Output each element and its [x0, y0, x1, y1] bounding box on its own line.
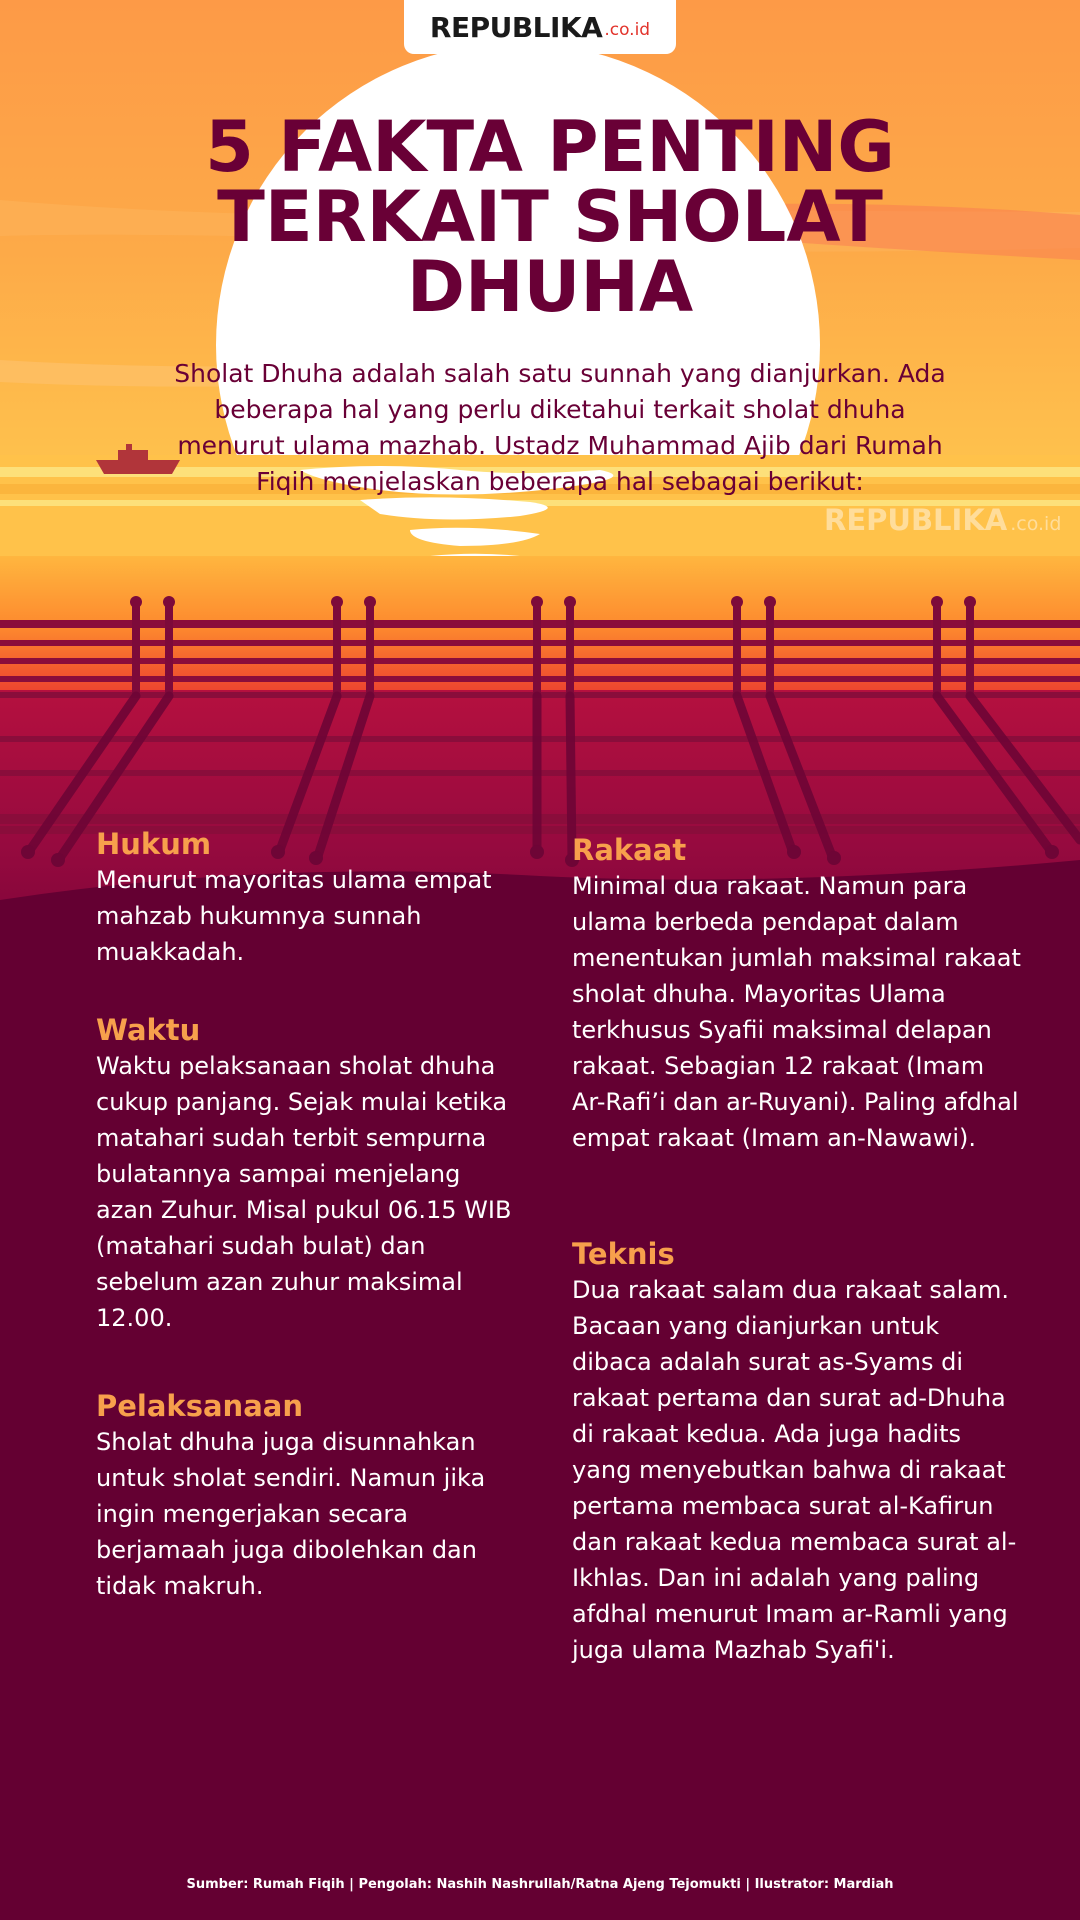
section-body-teknis: Dua rakaat salam dua rakaat salam. Bacaan yang dianjurkan untuk dibaca adalah surat as-Syams di rakaat pertama dan surat ad-Dhuha di rakaat kedua. Ada juga hadits yang menyebutkan bahwa di rakaat pertama membaca surat al-Kafirun dan rakaat kedua membaca surat al-Ikhlas. Dan ini adalah yang paling afdhal menurut Imam ar-Ramli yang juga ulama Mazhab Syafi'i.	[572, 1276, 1017, 1664]
section-waktu	[96, 1012, 516, 1336]
section-teknis	[572, 1236, 1022, 1668]
watermark-domain-suffix: .co.id	[1010, 513, 1062, 535]
section-heading-teknis: Teknis	[572, 1237, 675, 1271]
section-body-pelaksanaan: Sholat dhuha juga disunnahkan untuk sholat sendiri. Namun jika ingin mengerjakan secara berjamaah juga dibolehkan dan tidak makruh.	[96, 1428, 486, 1600]
section-heading-waktu: Waktu	[96, 1013, 201, 1047]
section-heading-hukum: Hukum	[96, 827, 212, 861]
republika-logo	[404, 0, 676, 54]
section-body-rakaat: Minimal dua rakaat. Namun para ulama berbeda pendapat dalam menentukan jumlah maksimal rakaat sholat dhuha. Mayoritas Ulama terkhusus Syafii maksimal delapan rakaat. Sebagian 12 rakaat (Imam Ar-Rafi’i dan ar-Ruyani). Paling afdhal empat rakaat (Imam an-Nawawi).	[572, 872, 1021, 1152]
logo-domain-suffix: .co.id	[604, 20, 651, 40]
intro-paragraph: Sholat Dhuha adalah salah satu sunnah yang dianjurkan. Ada beberapa hal yang perlu diketahui terkait sholat dhuha menurut ulama mazhab. Ustadz Muhammad Ajib dari Rumah Fiqih menjelaskan beberapa hal sebagai berikut:	[174, 359, 946, 496]
section-hukum	[96, 826, 516, 970]
logo-wordmark: REPUBLIKA	[429, 10, 603, 44]
credits-footer: Sumber: Rumah Fiqih | Pengolah: Nashih Nashrullah/Ratna Ajeng Tejomukti | Ilustrator: Mardiah	[186, 1877, 894, 1892]
section-body-hukum: Menurut mayoritas ulama empat mahzab hukumnya sunnah muakkadah.	[96, 866, 492, 966]
section-rakaat	[572, 832, 1022, 1156]
section-heading-pelaksanaan: Pelaksanaan	[96, 1389, 303, 1423]
section-heading-rakaat: Rakaat	[572, 833, 687, 867]
section-body-waktu: Waktu pelaksanaan sholat dhuha cukup panjang. Sejak mulai ketika matahari sudah terbit sempurna bulatannya sampai menjelang azan Zuhur. Misal pukul 06.15 WIB (matahari sudah bulat) dan sebelum azan zuhur maksimal 12.00.	[96, 1052, 512, 1332]
page-title: 5 FAKTA PENTING TERKAIT SHOLAT DHUHA	[205, 106, 895, 328]
section-pelaksanaan	[96, 1388, 516, 1604]
watermark-wordmark: REPUBLIKA	[824, 503, 1008, 537]
republika-watermark	[824, 503, 1061, 537]
